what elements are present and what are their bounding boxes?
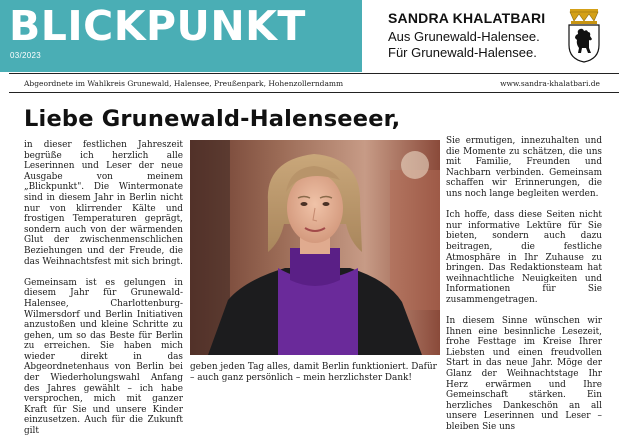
masthead-band (0, 0, 362, 72)
article-headline: Liebe Grunewald-Halenseeer, (24, 106, 401, 132)
portrait-photo (190, 140, 440, 355)
article-column-3 (446, 136, 602, 433)
author-name: SANDRA KHALATBARI (388, 10, 546, 26)
col1-paragraph-1: in dieser festlichen Jahreszeit begrüße ich herzlich alle Leserinnen und Leser der neue Ausgabe von meinem „Blickpunkt". Die Wintermonate sind in diesem Jahr in Berlin nicht nur von klirrender Kälte und frostigen Temperaturen geprägt, sondern auch von der wärmenden Glut der zwischenmenschlichen Beziehungen und der Freude, die das Weihnachtsfest mit sich bringt. (24, 140, 183, 267)
portrait-illustration (190, 140, 440, 355)
constituency-line: Abgeordnete im Wahlkreis Grunewald, Halensee, Preußenpark, Hohenzollerndamm (24, 79, 344, 88)
col3-paragraph-3: In diesem Sinne wünschen wir Ihnen eine besinnliche Lesezeit, frohe Festtage im Kreise Ihrer Liebsten und einen freudvollen Start in das neue Jahr. Möge der Glanz der Weihnachtstage Ihr Herz erwärmen und Ihre Gemeinschaft stärken. Ein herzliches Dankeschön an all unsere Leserinnen und Leser – bleiben Sie uns (446, 316, 602, 433)
col1-paragraph-2: Gemeinsam ist es gelungen in diesem Jahr für Grunewald-Halensee, Charlottenburg-Wilmersdorf und Berlin Initiativen anzustoßen und kleine Schritte zu gehen, um so das Beste für Berlin zu erreichen. Sie haben mich wieder direkt in das Abgeordnetenhaus von Berlin bei der Wiederholungswahl Anfang des Jahres gewählt – ich habe versprochen, mich mit ganzer Kraft für Sie und unsere Kinder einzusetzen. Auch für die Zukunft gilt (24, 277, 183, 437)
divider-bottom (9, 92, 619, 93)
author-tagline-2: Für Grunewald-Halensee. (388, 45, 537, 60)
col3-paragraph-1: Sie ermutigen, innezuhalten und die Momente zu schätzen, die uns mit Familie, Freunden und Nachbarn verbinden. Gemeinsam schaffen wir Erinnerungen, die uns noch lange begleiten werden. (446, 136, 602, 199)
article-column-2-text: geben jeden Tag alles, damit Berlin funktioniert. Dafür – auch ganz persönlich – mein herzlichster Dank! (190, 362, 437, 383)
divider-top (9, 73, 619, 74)
berlin-bear-crest-icon (565, 7, 603, 63)
website-link[interactable]: www.sandra-khalatbari.de (500, 79, 600, 88)
author-tagline-1: Aus Grunewald-Halensee. (388, 29, 540, 44)
col3-paragraph-2: Ich hoffe, dass diese Seiten nicht nur informative Lektüre für Sie bieten, sondern auch dazu beitragen, die festliche Atmosphäre in Ihr Zuhause zu bringen. Das Redaktionsteam hat weihnachtliche Neuigkeiten und Informationen für Sie zusammengetragen. (446, 210, 602, 305)
newsletter-title: BLICKPUNKT (9, 2, 306, 50)
article-column-1 (24, 140, 183, 437)
issue-number: 03/2023 (10, 51, 42, 60)
